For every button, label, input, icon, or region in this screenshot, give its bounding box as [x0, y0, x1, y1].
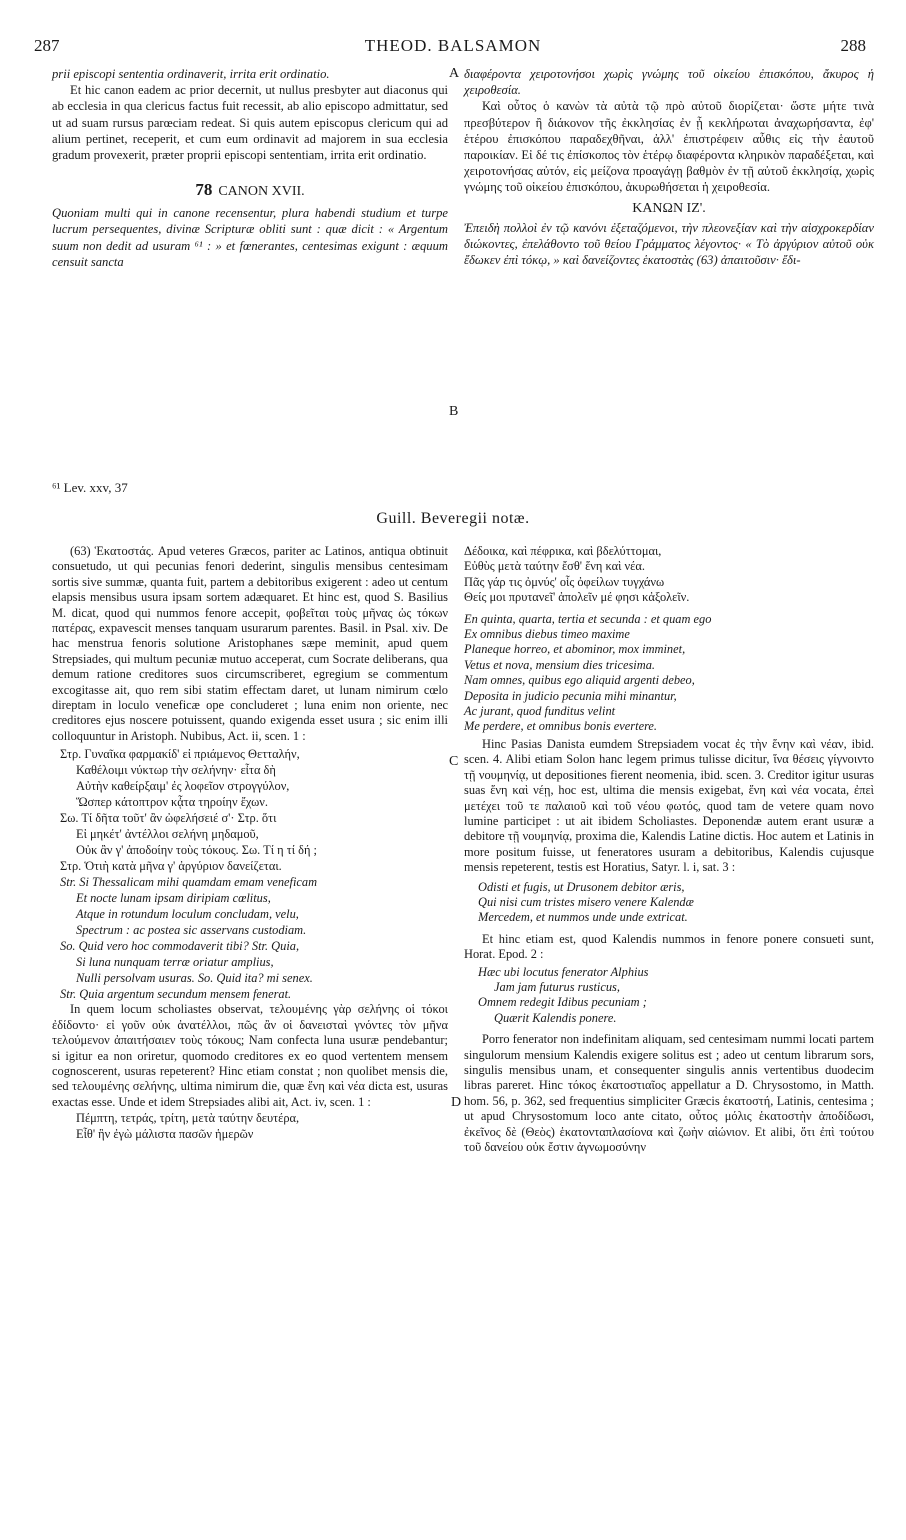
- canon-title-latin: CANON XVII.: [218, 184, 305, 200]
- latin-verse-block-2: [464, 612, 874, 735]
- canon-heading-latin: [52, 181, 448, 201]
- verse-line: Θείς μοι πρυτανεῖ' ἀπολεῖν μέ φησι κἀξολεῖν.: [464, 590, 690, 605]
- canon-title-greek: ΚΑΝΩΝ ΙΖ'.: [632, 200, 706, 216]
- margin-marker-c: C: [449, 754, 459, 769]
- verse-line: Ex omnibus diebus timeo maxime: [464, 627, 630, 642]
- greek-verse-block-1: [52, 746, 448, 874]
- verse-line: Ac jurant, quod funditus velint: [464, 704, 616, 719]
- greek-column-upper: [464, 66, 874, 268]
- verse-line: Quærit Kalendis ponere.: [494, 1010, 617, 1025]
- verse-line: Nulli persolvam usuras. So. Quid ita? mi senex.: [76, 971, 313, 986]
- verse-line: Vetus et nova, mensium dies tricesima.: [464, 657, 655, 672]
- note-paragraph-4: Et hinc etiam est, quod Kalendis nummos in fenore ponere consueti sunt, Horat. Epod. 2 :: [464, 931, 874, 962]
- verse-line: Στρ. Γυναῖκα φαρμακίδ' εἰ πριάμενος Θετταλήν,: [60, 747, 300, 762]
- verse-line: Σω. Τί δῆτα τοῦτ' ἂν ὠφελήσειέ σ'· Στρ. ὅτι: [60, 811, 277, 826]
- verse-line: Πᾶς γάρ τις ὀμνύς' οἷς ὀφείλων τυγχάνω: [464, 574, 665, 589]
- canon-text-greek: Ἐπειδὴ πολλοὶ ἐν τῷ κανόνι ἐξεταζόμενοι, τὴν πλεονεξίαν καὶ τὴν αἰσχροκερδίαν διώκοντες, ἐπελάθοντο τοῦ θείου Γράμματος λέγοντος· « Τὸ ἀργύριον αὐτοῦ οὐκ ἔδωκεν ἐπὶ τόκῳ, » καὶ δανείζοντες ἑκατοστὰς (63) ἀπαιτοῦσιν· ἔδι-: [464, 220, 874, 268]
- canon-text-latin: Quoniam multi qui in canone recensentur, plura habendi studium et turpe lucrum persequentes, divinæ Scripturæ obliti sunt : quæ dicit : « Argentum suum non dedit ad usuram ⁶¹ : » et fœnerantes, centesimas exigunt : æquum censuit sancta: [52, 206, 448, 269]
- verse-line: Spectrum : ac postea sic asservans custodiam.: [76, 923, 307, 938]
- latin-column-upper: [52, 66, 448, 270]
- notes-column-right: [464, 544, 874, 1155]
- latin-verse-block-1: [52, 874, 448, 1002]
- verse-line: Ὥσπερ κάτοπτρον κᾆτα τηροίην ἔχων.: [76, 795, 268, 810]
- margin-marker-b: B: [449, 404, 459, 419]
- verse-line: Planeque horreo, et abominor, mox imminet,: [464, 642, 686, 657]
- verse-line: Me perdere, et omnibus bonis evertere.: [464, 719, 658, 734]
- verse-line: Nam omnes, quibus ego aliquid argenti debeo,: [464, 673, 695, 688]
- margin-marker-a: A: [449, 66, 460, 81]
- verse-line: Odisti et fugis, ut Drusonem debitor æris,: [478, 879, 685, 894]
- horace-verse-block-2: [464, 965, 874, 1027]
- latin-paragraph: Et hic canon eadem ac prior decernit, ut nullus presbyter aut diaconus qui ab ecclesia in qua clericus factus fuit recessit, ab alio episcopo admittatur, sed ut ad suam rursus parœciam redeat. Si quis autem episcopus clericum qui ad alium pertinet, receperit, et cum eum ordinavit ad majorem in sua ecclesia gradum provexerit, præter proprii episcopi sententiam, irrita erit ordinatio.: [52, 83, 448, 163]
- verse-line: Πέμπτη, τετράς, τρίτη, μετὰ ταύτην δευτέρα,: [76, 1111, 300, 1126]
- note-paragraph-3: Hinc Pasias Danista eumdem Strepsiadem vocat ἐς τὴν ἕνην καὶ νέαν, ibid. scen. 4. Alibi etiam Solon hanc legem primus tulisse dicitur, ἵνα θέσεις γίγνοιντο τῇ νουμηνίᾳ, ut depositiones fierent neomenia, ibid. scen. 3. Creditor igitur usuras suas ἕνη καὶ νέῃ, hoc est, ultima die mensis exigebat, ἕνη καὶ νέα vocata, ἐπεὶ μετέχει τοῦ τε παλαιοῦ καὶ τοῦ νέου φωτός, quod tam de vetere quam novo lumine participet : ut ait ibidem Scholiastes. Deponendæ autem erant usuræ a debitore τῇ νουμηνίᾳ, proxima die, Kalendis Latine dictis. Hoc autem et Latinis in more positum fuisse, ut feneratores usuram a debitoribus, Kalendis cujusque mensis repeterent, testis est Horatius, Satyr. l. i, sat. 3 :: [464, 736, 874, 875]
- greek-continuation: διαφέροντα χειροτονήσοι χωρὶς γνώμης τοῦ οἰκείου ἐπισκόπου, ἄκυρος ἡ χειροθεσία.: [464, 67, 874, 98]
- verse-line: Omnem redegit Idibus pecuniam ;: [478, 995, 647, 1010]
- verse-line: Str. Quia argentum secundum mensem fenerat.: [60, 987, 292, 1002]
- greek-verse-block-3: [464, 544, 874, 606]
- verse-line: Et nocte lunam ipsam diripiam cœlitus,: [76, 891, 271, 906]
- verse-line: Καθέλοιμι νύκτωρ τὴν σελήνην· εἶτα δὴ: [76, 763, 276, 778]
- verse-line: Εἶθ' ἣν ἐγὼ μάλιστα πασῶν ἡμερῶν: [76, 1127, 254, 1142]
- verse-line: Deposita in judicio pecunia mihi minantur,: [464, 688, 677, 703]
- greek-paragraph: Καὶ οὗτος ὁ κανὼν τὰ αὐτὰ τῷ πρὸ αὐτοῦ διορίζεται· ὥστε μήτε τινὰ πρεσβύτερον ἢ διάκονον τῆς ἐκκλησίας ἐν ᾗ κεκλήρωται ἀναχωρήσαντα, ἐφ' ἑτέρου ἐπισκόπου παραδεχθῆναι, ἀλλ' ἐπιστρέφειν αὖθις εἰς τὴν ἑαυτοῦ παροικίαν. Εἰ δέ τις ἐπίσκοπος τὸν ἑτέρῳ διαφέροντα κληρικὸν παραδέξεται, καὶ χειροτονήσας αὐτόν, εἰς μείζονα προαγάγῃ βαθμὸν ἐν τῇ αὐτοῦ ἐκκλησίᾳ, χωρὶς γνώμης τοῦ οἰκείου ἐπισκόπου, ἀκυρωθήσεται ἡ χειροθεσία.: [464, 99, 874, 195]
- verse-line: Εἰ μηκέτ' ἀντέλλοι σελήνη μηδαμοῦ,: [76, 827, 259, 842]
- greek-verse-block-2: [52, 1110, 448, 1142]
- verse-line: Δέδοικα, καὶ πέφρικα, καὶ βδελύττομαι,: [464, 544, 662, 558]
- verse-line: Οὐκ ἂν γ' ἀποδοίην τοὺς τόκους. Σω. Τί η τί δή ;: [76, 843, 317, 858]
- page-header: [0, 36, 906, 60]
- verse-line: Hæc ubi locutus fenerator Alphius: [478, 964, 649, 979]
- verse-line: Str. Si Thessalicam mihi quamdam emam veneficam: [60, 875, 318, 890]
- verse-line: So. Quid vero hoc commodaverit tibi? Str. Quia,: [60, 939, 300, 954]
- verse-line: Στρ. Ὁτιὴ κατὰ μῆνα γ' ἀργύριον δανείζεται.: [60, 859, 282, 874]
- verse-line: Atque in rotundum loculum concludam, velu,: [76, 907, 299, 922]
- note-paragraph-2: In quem locum scholiastes observat, τελουμένης γὰρ σελήνης οἱ τόκοι ἐδίδοντο· εἰ γοῦν οὐκ ἀνατέλλοι, πῶς ἂν οἱ δανεισταὶ γνόντες τὸν μῆνα τελούμενον ἀπαιτήσαιεν τοὺς τόκους; Nam confecta luna usuræ pendebantur; si igitur ea non oriretur, quomodo creditores ex eo quod vertentem mensem cognoscerent, usuras repeterent? Hinc etiam constat ; non quolibet mensis die, sed τελουμένης σελήνης, ultima nimirum die, quæ ἕνη καὶ νέα dicta est, usuras exactas esse. Unde et idem Strepsiades alibi ait, Act. iv, scen. 1 :: [52, 1002, 448, 1109]
- verse-line: Αὐτὴν καθείρξαιμ' ἐς λοφεῖον στρογγύλον,: [76, 779, 290, 794]
- horace-verse-block-1: [464, 880, 874, 926]
- footnote: ⁶¹ Lev. xxv, 37: [52, 480, 128, 495]
- note-paragraph-1: (63) Ἑκατοστάς. Apud veteres Græcos, pariter ac Latinos, antiqua obtinuit consuetudo, ut qui pecunias fenori dederint, singulis mensibus centesimam sortis sive summæ, quanta fuit, partem a debitoribus exigerent : adeo ut centum elapsis mensibus usura ipsam sortem adæquaret. Et hinc est, quod S. Basilius M. dicat, quod qui nummos fenore accepit, φοβεῖται τοὺς μῆνας ὡς τόκων πατέρας, expavescit menses tanquam usurarum parentes. Basil. in Psal. xiv. De hac menstrua fenoris solutione Aristophanes sæpe meminit, apud quem Strepsiades, qui multum pecuniæ mutuo acceperat, cum Socrate deliberans, qua demum ratione creditores suos circumscriberet, egregium se commentum excogitasse ait, quo rem sibi statim effectam daret, ut lunam nimirum cœlo direptam in loculo veneficæ ope concluderet ; luna enim non oriente, nec creditores ejus noscere potuissent, quando exigenda esset usura ; sic enim illi colloquuntur in Aristoph. Nubibus, Act. ii, scen. 1 :: [52, 544, 448, 743]
- verse-line: Mercedem, et nummos unde unde extricat.: [478, 910, 688, 925]
- canon-number: 78: [195, 180, 213, 200]
- verse-line: Εὐθὺς μετὰ ταύτην ἔσθ' ἕνη καὶ νέα.: [464, 559, 645, 574]
- notes-title: Guill. Beveregii notæ.: [376, 510, 530, 527]
- page-number-right: 288: [840, 36, 866, 55]
- running-head: THEOD. BALSAMON: [364, 36, 542, 55]
- notes-column-left: [52, 544, 448, 1142]
- verse-line: En quinta, quarta, tertia et secunda : et quam ego: [464, 611, 712, 626]
- latin-continuation: prii episcopi sententia ordinaverit, irrita erit ordinatio.: [52, 67, 330, 81]
- note-paragraph-5: Porro fenerator non indefinitam aliquam, sed centesimam nummi locati partem singulorum mensium Kalendis exigere solitus est ; adeo ut centum librarum sors, singulis mensibus unam, et consequenter singulis annis vertentibus duodecim libras pareret. Hinc τόκος ἑκατοστιαῖος appellatur a D. Chrysostomo, in Matth. hom. 56, p. 362, sed frequentius simpliciter Græcis ἑκατοστή, Latinis, centesima ; ut apud Chrysostomum loco ante citato, οὗτος μόλις ἑκατοστὴν ἀποδίδωσι, ἐκεῖνος δὲ (Θεὸς) ἑκατονταπλασίονα καὶ ζωὴν αἰώνιον. Et alibi, ὅτι ἐπὶ τούτου τοῦ δανείου οὐκ ἔστιν ἀγνωμοσύνην: [464, 1032, 874, 1155]
- verse-line: Jam jam futurus rusticus,: [494, 979, 620, 994]
- verse-line: Qui nisi cum tristes misero venere Kalendæ: [478, 894, 694, 909]
- page-number-left: 287: [34, 36, 60, 55]
- verse-line: Si luna nunquam terræ oriatur amplius,: [76, 955, 274, 970]
- margin-marker-d: D: [451, 1095, 462, 1110]
